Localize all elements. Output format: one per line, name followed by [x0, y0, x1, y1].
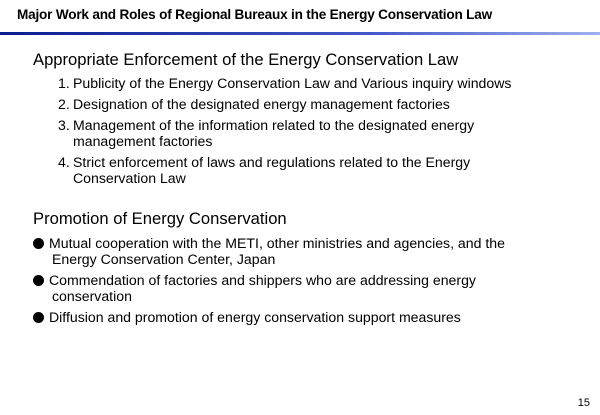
- enforcement-item-3: [58, 117, 578, 149]
- item-number: 3.: [58, 117, 70, 133]
- page-number: 15: [577, 397, 590, 409]
- section-heading-promotion: Promotion of Energy Conservation: [33, 209, 287, 228]
- item-text: Management of the information related to the designated energy: [73, 117, 475, 133]
- slide-title: Major Work and Roles of Regional Bureaux in the Energy Conservation Law: [17, 7, 493, 22]
- bullet-icon: [33, 275, 44, 286]
- item-text-continued: Conservation Law: [73, 170, 186, 186]
- item-number: 1.: [58, 75, 70, 91]
- item-text: Strict enforcement of laws and regulations related to the Energy: [73, 154, 471, 170]
- promotion-bullet-3: [33, 309, 573, 325]
- bullet-icon: [33, 312, 44, 323]
- item-text: Designation of the designated energy management factories: [73, 96, 450, 112]
- section-heading-enforcement: Appropriate Enforcement of the Energy Conservation Law: [33, 50, 459, 69]
- promotion-bullet-1: [33, 235, 573, 267]
- item-text: Publicity of the Energy Conservation Law and Various inquiry windows: [73, 75, 512, 91]
- item-number: 2.: [58, 96, 70, 112]
- item-number: 4.: [58, 154, 70, 170]
- bullet-text-continued: Energy Conservation Center, Japan: [52, 251, 276, 267]
- bullet-text: Commendation of factories and shippers who are addressing energy: [49, 272, 476, 288]
- bullet-icon: [33, 238, 44, 249]
- item-text-continued: management factories: [73, 133, 213, 149]
- title-underline: [0, 32, 600, 35]
- promotion-bullet-2: [33, 272, 573, 304]
- enforcement-item-2: [58, 96, 578, 112]
- bullet-text: Diffusion and promotion of energy conservation support measures: [49, 309, 461, 325]
- enforcement-item-4: [58, 154, 578, 186]
- enforcement-item-1: [58, 75, 578, 91]
- bullet-text-continued: conservation: [52, 288, 132, 304]
- bullet-text: Mutual cooperation with the METI, other ministries and agencies, and the: [49, 235, 505, 251]
